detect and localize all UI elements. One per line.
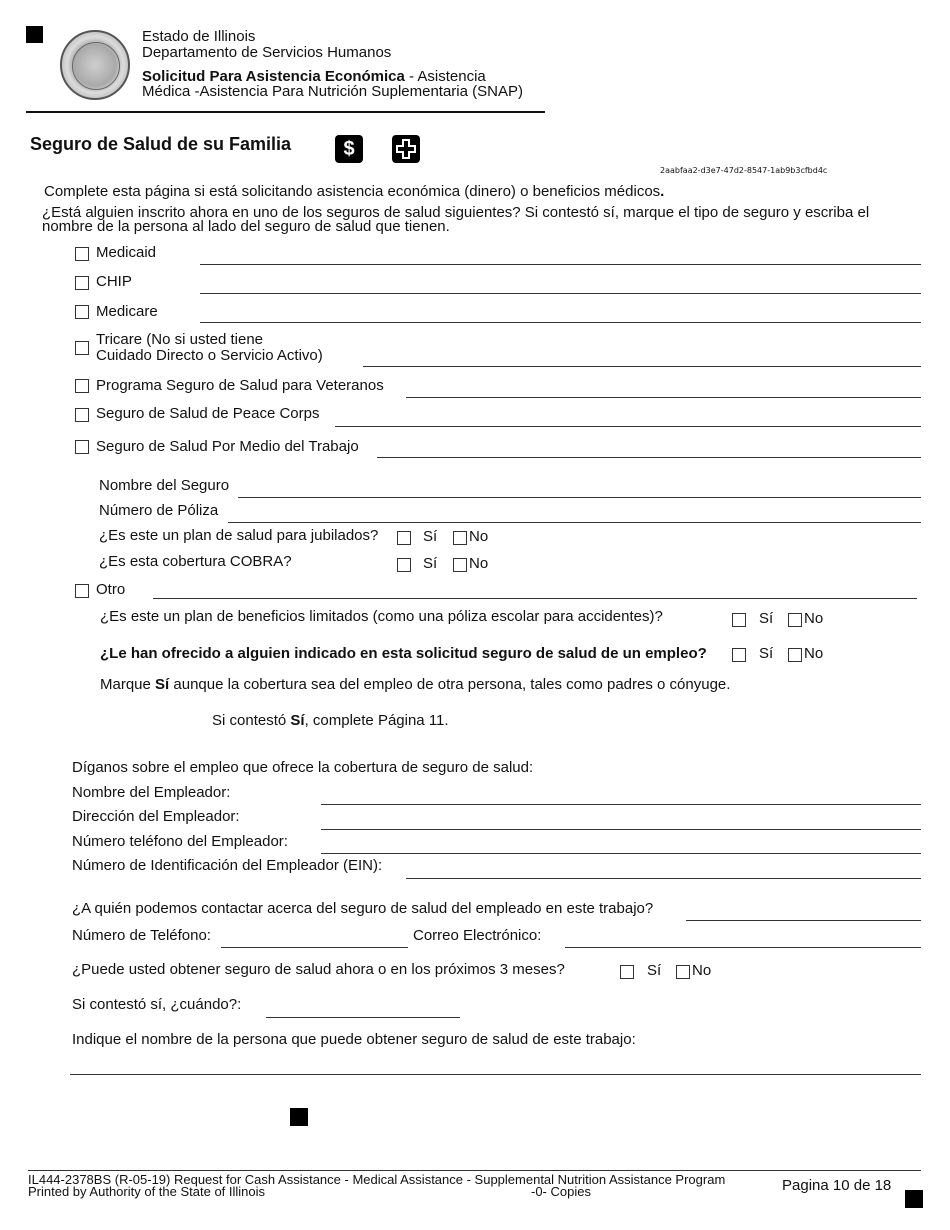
medical-cross-icon <box>392 135 420 163</box>
can-get-yes-checkbox[interactable] <box>620 965 634 979</box>
form-title-bold: Solicitud Para Asistencia Económica <box>142 68 405 85</box>
cobra-no-label: No <box>469 555 489 572</box>
can-get-yes-label: Sí <box>647 962 662 979</box>
registration-mark-top-left <box>26 26 43 43</box>
mark-bold: Sí <box>155 676 170 693</box>
contact-phone-field[interactable] <box>221 947 408 948</box>
medicaid-checkbox[interactable] <box>75 247 89 261</box>
employer-name-label: Nombre del Empleador: <box>72 784 231 801</box>
medicaid-label: Medicaid <box>96 244 157 261</box>
veterans-label: Programa Seguro de Salud para Veteranos <box>96 377 384 394</box>
contact-question: ¿A quién podemos contactar acerca del seguro de salud del empleado en este trabajo? <box>72 900 654 917</box>
retiree-question: ¿Es este un plan de salud para jubilados? <box>99 527 379 544</box>
mark-post: aunque la cobertura sea del empleo de otra persona, tales como padres o cónyuge. <box>169 676 731 693</box>
veterans-name-field[interactable] <box>406 397 921 398</box>
footer-form-line1: IL444-2378BS (R-05-19) Request for Cash Assistance - Medical Assistance - Supplemental Nutrition Assistance Program <box>28 1172 726 1187</box>
policy-name-field[interactable] <box>238 497 921 498</box>
employer-name-field[interactable] <box>321 804 921 805</box>
employment-insurance-checkbox[interactable] <box>75 440 89 454</box>
employment-insurance-label: Seguro de Salud Por Medio del Trabajo <box>96 438 359 455</box>
can-get-no-label: No <box>692 962 712 979</box>
header-divider <box>26 111 545 113</box>
policy-number-field[interactable] <box>228 522 921 523</box>
complete-page-11-instruction <box>212 712 449 729</box>
contact-email-field[interactable] <box>565 947 921 948</box>
cobra-yes-label: Sí <box>423 555 438 572</box>
tricare-checkbox[interactable] <box>75 341 89 355</box>
tricare-name-field[interactable] <box>363 366 921 367</box>
veterans-checkbox[interactable] <box>75 379 89 393</box>
registration-mark-bottom-right <box>905 1190 923 1208</box>
chip-name-field[interactable] <box>200 293 921 294</box>
policy-name-label: Nombre del Seguro <box>99 477 230 494</box>
employer-address-field[interactable] <box>321 829 921 830</box>
employer-ein-label: Número de Identificación del Empleador (EIN): <box>72 857 383 874</box>
policy-number-label: Número de Póliza <box>99 502 219 519</box>
footer-page-number: Pagina 10 de 18 <box>782 1177 892 1194</box>
when-field[interactable] <box>266 1017 460 1018</box>
section-title: Seguro de Salud de su Familia <box>30 134 292 154</box>
tricare-label-line2: Cuidado Directo o Servicio Activo) <box>96 347 323 364</box>
form-title-line2: Médica -Asistencia Para Nutrición Suplementaria (SNAP) <box>142 83 523 100</box>
medicaid-name-field[interactable] <box>200 264 921 265</box>
employment-insurance-name-field[interactable] <box>377 457 921 458</box>
peace-corps-checkbox[interactable] <box>75 408 89 422</box>
tricare-label-line1: Tricare (No si usted tiene <box>96 331 264 348</box>
medicare-checkbox[interactable] <box>75 305 89 319</box>
offered-yes-checkbox[interactable] <box>732 648 746 662</box>
other-checkbox[interactable] <box>75 584 89 598</box>
intro-line1-period: . <box>660 183 665 200</box>
offered-no-checkbox[interactable] <box>788 648 802 662</box>
intro-line1-text: Complete esta página si está solicitando asistencia económica (dinero) o beneficios médicos <box>44 183 661 200</box>
offered-yes-label: Sí <box>759 645 774 662</box>
limited-yes-checkbox[interactable] <box>732 613 746 627</box>
if-bold: Sí <box>290 712 305 729</box>
mark-yes-instruction <box>100 676 730 693</box>
when-label: Si contestó sí, ¿cuándo?: <box>72 996 242 1013</box>
footer-divider <box>28 1170 921 1171</box>
limited-benefits-question: ¿Es este un plan de beneficios limitados (como una póliza escolar para accidentes)? <box>100 608 663 625</box>
other-label: Otro <box>96 581 126 598</box>
footer-copies: -0- Copies <box>531 1184 591 1199</box>
retiree-no-checkbox[interactable] <box>453 531 467 545</box>
chip-label: CHIP <box>96 273 132 290</box>
header-department: Departamento de Servicios Humanos <box>142 44 392 61</box>
header-state: Estado de Illinois <box>142 28 256 45</box>
limited-no-label: No <box>804 610 824 627</box>
can-get-question: ¿Puede usted obtener seguro de salud ahora o en los próximos 3 meses? <box>72 961 565 978</box>
if-pre: Si contestó <box>212 712 291 729</box>
retiree-yes-label: Sí <box>423 528 438 545</box>
cobra-no-checkbox[interactable] <box>453 558 467 572</box>
medicare-label: Medicare <box>96 303 158 320</box>
employer-ein-field[interactable] <box>406 878 921 879</box>
dollar-icon: $ <box>335 135 363 163</box>
intro-line2a: ¿Está alguien inscrito ahora en uno de los seguros de salud siguientes? Si contestó sí, marque el tipo de seguro y escriba el <box>42 204 870 221</box>
state-seal-logo <box>60 30 130 100</box>
retiree-yes-checkbox[interactable] <box>397 531 411 545</box>
contact-name-field[interactable] <box>686 920 921 921</box>
cobra-yes-checkbox[interactable] <box>397 558 411 572</box>
offered-question: ¿Le han ofrecido a alguien indicado en esta solicitud seguro de salud de un empleo? <box>100 645 707 662</box>
employer-address-label: Dirección del Empleador: <box>72 808 240 825</box>
medicare-name-field[interactable] <box>200 322 921 323</box>
form-title-rest: - Asistencia <box>404 68 486 85</box>
employer-phone-label: Número teléfono del Empleador: <box>72 833 288 850</box>
peace-corps-name-field[interactable] <box>335 426 921 427</box>
retiree-no-label: No <box>469 528 489 545</box>
employer-phone-field[interactable] <box>321 853 921 854</box>
person-name-label: Indique el nombre de la persona que puede obtener seguro de salud de este trabajo: <box>72 1031 636 1048</box>
limited-no-checkbox[interactable] <box>788 613 802 627</box>
contact-email-label: Correo Electrónico: <box>413 927 542 944</box>
chip-checkbox[interactable] <box>75 276 89 290</box>
cobra-question: ¿Es esta cobertura COBRA? <box>99 553 292 570</box>
if-post: , complete Página 11. <box>304 712 449 729</box>
intro-line2b: nombre de la persona al lado del seguro de salud que tienen. <box>42 218 450 235</box>
employer-intro: Díganos sobre el empleo que ofrece la cobertura de seguro de salud: <box>72 759 534 776</box>
limited-yes-label: Sí <box>759 610 774 627</box>
other-name-field[interactable] <box>153 598 917 599</box>
offered-no-label: No <box>804 645 824 662</box>
intro-line1 <box>44 183 664 200</box>
mark-pre: Marque <box>100 676 156 693</box>
contact-phone-label: Número de Teléfono: <box>72 927 211 944</box>
peace-corps-label: Seguro de Salud de Peace Corps <box>96 405 320 422</box>
footer-form-line2: Printed by Authority of the State of Illinois <box>28 1184 266 1199</box>
registration-mark-bottom-center <box>290 1108 308 1126</box>
can-get-no-checkbox[interactable] <box>676 965 690 979</box>
document-id: 2aabfaa2-d3e7-47d2-8547-1ab9b3cfbd4c <box>660 166 828 175</box>
person-name-field[interactable] <box>70 1074 921 1075</box>
